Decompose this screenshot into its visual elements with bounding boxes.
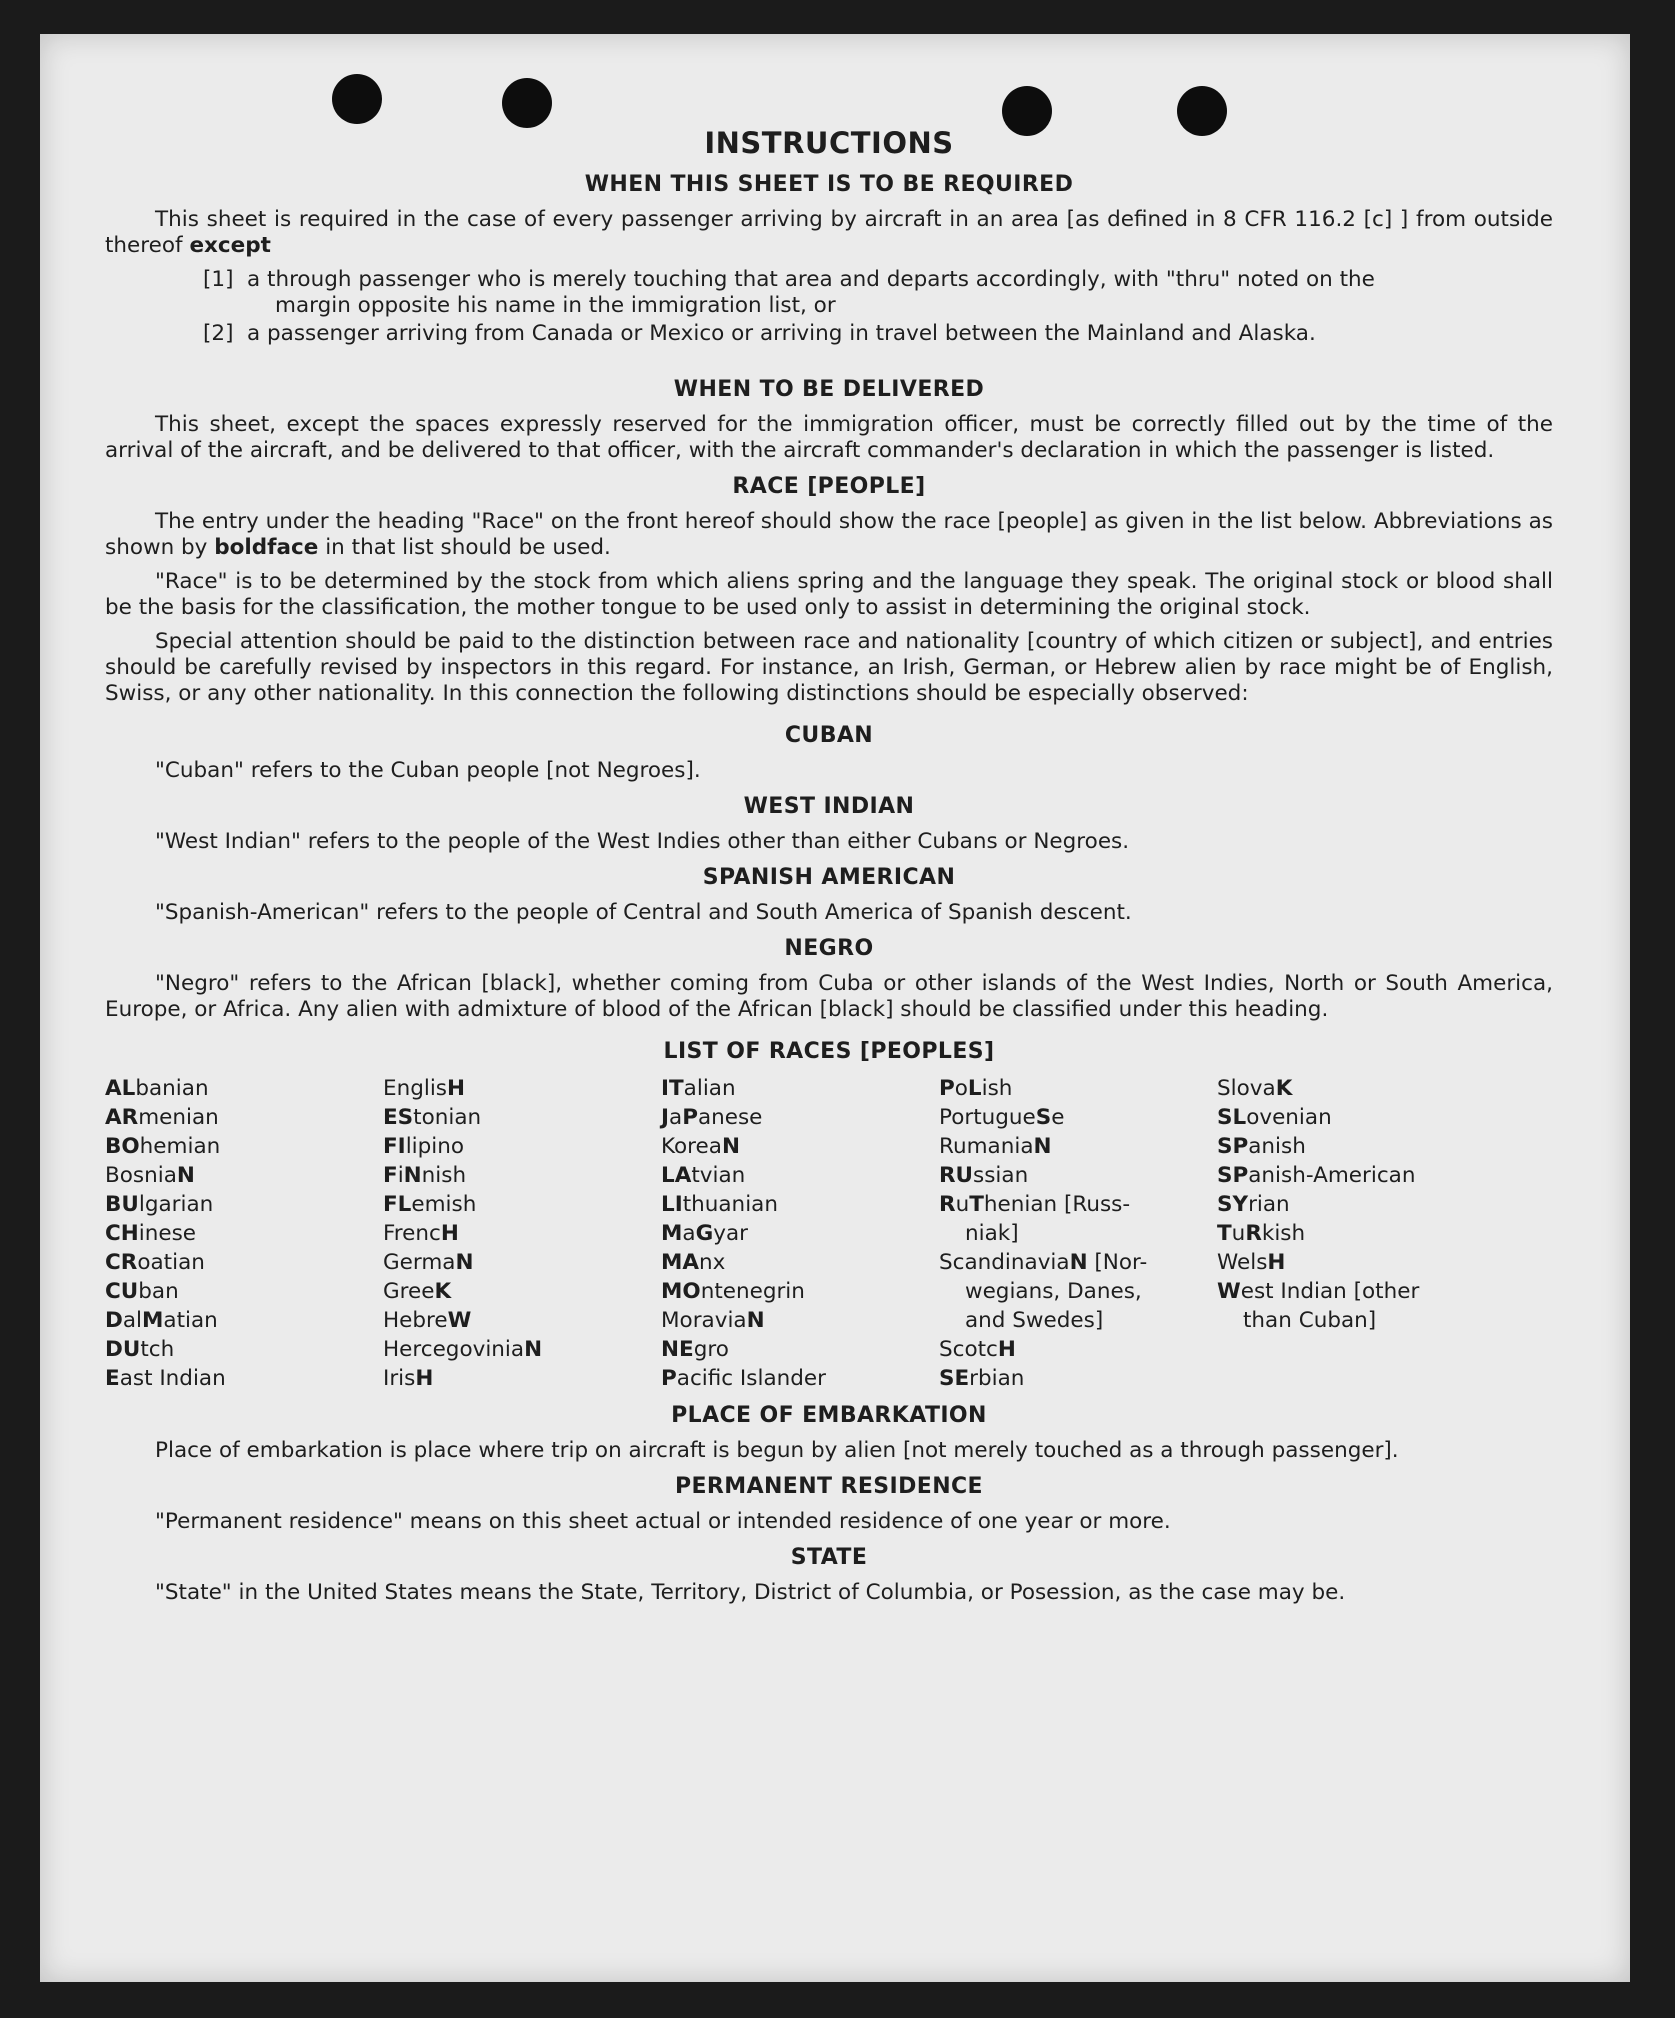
race-entry: GermaN xyxy=(383,1250,474,1275)
race-entry: GreeK xyxy=(383,1279,452,1304)
race-entry: FIlipino xyxy=(383,1134,465,1159)
race-entry: JaPanese xyxy=(661,1105,763,1130)
state-text: "State" in the United States means the State, Territory, District of Columbia, or Posession, as the case may be. xyxy=(155,1580,1346,1605)
race-entry: ScandinaviaN [Nor- wegians, Danes, and Swedes] xyxy=(939,1250,1148,1333)
race-entry: NEgro xyxy=(661,1337,729,1362)
punch-hole xyxy=(502,78,552,128)
race-entry: SPanish-American xyxy=(1217,1163,1416,1188)
race-entry: SErbian xyxy=(939,1366,1025,1391)
race-entry: East Indian xyxy=(105,1366,226,1391)
required-intro: This sheet is required in the case of every passenger arriving by aircraft in an area [as defined in 8 CFR 116.2 [c] ] from outside thereof except xyxy=(105,207,1553,258)
cuban-text: "Cuban" refers to the Cuban people [not Negroes]. xyxy=(155,758,701,783)
race-entry: CHinese xyxy=(105,1221,197,1246)
page-title: INSTRUCTIONS xyxy=(704,126,954,160)
race-entry: SPanish xyxy=(1217,1134,1306,1159)
race-entry: TuRkish xyxy=(1217,1221,1306,1246)
race-entry: FiNnish xyxy=(383,1163,467,1188)
section-heading-state: STATE xyxy=(790,1545,868,1570)
race-entry: MaGyar xyxy=(661,1221,748,1246)
embarkation-text: Place of embarkation is place where trip on aircraft is begun by alien [not merely touched as a through passenger]. xyxy=(155,1438,1399,1463)
race-entry: FrencH xyxy=(383,1221,459,1246)
race-entry: LIthuanian xyxy=(661,1192,778,1217)
section-heading-required: WHEN THIS SHEET IS TO BE REQUIRED xyxy=(584,172,1074,197)
section-heading-delivered: WHEN TO BE DELIVERED xyxy=(673,377,985,402)
exception-item-1: [1] a through passenger who is merely touching that area and departs accordingly, with "thru" noted on the margin opposite his name in the immigration list, or xyxy=(203,267,1375,318)
race-entry: KoreaN xyxy=(661,1134,740,1159)
race-entry: MOntenegrin xyxy=(661,1279,805,1304)
races-column xyxy=(661,1074,939,1393)
race-entry: RumaniaN xyxy=(939,1134,1052,1159)
section-heading-races-list: LIST OF RACES [PEOPLES] xyxy=(663,1039,995,1064)
race-entry: HercegoviniaN xyxy=(383,1337,543,1362)
race-paragraph-1: The entry under the heading "Race" on the front hereof should show the race [people] as given in the list below. Abbreviations as shown by boldface in that list should be used. xyxy=(105,509,1553,560)
race-entry: CRoatian xyxy=(105,1250,205,1275)
race-entry: ScotcH xyxy=(939,1337,1016,1362)
race-entry: West Indian [other than Cuban] xyxy=(1217,1279,1420,1333)
instructions-content xyxy=(105,126,1553,1614)
race-entry: Pacific Islander xyxy=(661,1366,826,1391)
section-heading-race: RACE [PEOPLE] xyxy=(732,474,926,499)
race-entry: BosniaN xyxy=(105,1163,195,1188)
race-entry: EnglisH xyxy=(383,1076,466,1101)
race-entry: LAtvian xyxy=(661,1163,746,1188)
section-heading-west-indian: WEST INDIAN xyxy=(743,794,915,819)
negro-text: "Negro" refers to the African [black], whether coming from Cuba or other islands of the West Indies, North or South America, Europe, or Africa. Any alien with admixture of blood of the African [black] should be classified under this heading. xyxy=(105,971,1553,1022)
delivered-text: This sheet, except the spaces expressly reserved for the immigration officer, must be correctly filled out by the time of the arrival of the aircraft, and be delivered to that officer, with the aircraft commander's declaration in which the passenger is listed. xyxy=(105,412,1553,463)
races-column xyxy=(1217,1074,1495,1393)
race-entry: DalMatian xyxy=(105,1308,218,1333)
race-entry: ITalian xyxy=(661,1076,736,1101)
race-entry: SlovaK xyxy=(1217,1076,1293,1101)
races-list xyxy=(105,1074,1553,1393)
race-entry: SLovenian xyxy=(1217,1105,1332,1130)
section-heading-negro: NEGRO xyxy=(784,936,874,961)
race-entry: BUlgarian xyxy=(105,1192,214,1217)
race-entry: DUtch xyxy=(105,1337,175,1362)
race-entry: EStonian xyxy=(383,1105,482,1130)
exception-item-2: [2] a passenger arriving from Canada or Mexico or arriving in travel between the Mainland and Alaska. xyxy=(203,321,1316,346)
race-entry: MoraviaN xyxy=(661,1308,765,1333)
section-heading-residence: PERMANENT RESIDENCE xyxy=(674,1474,983,1499)
races-column xyxy=(939,1074,1217,1393)
races-column xyxy=(383,1074,661,1393)
race-entry: RUssian xyxy=(939,1163,1029,1188)
race-entry: HebreW xyxy=(383,1308,472,1333)
race-entry: IrisH xyxy=(383,1366,434,1391)
race-paragraph-2: "Race" is to be determined by the stock from which aliens spring and the language they speak. The original stock or blood shall be the basis for the classification, the mother tongue to be used only to assist in determining the original stock. xyxy=(105,569,1553,620)
residence-text: "Permanent residence" means on this sheet actual or intended residence of one year or more. xyxy=(155,1509,1171,1534)
west-indian-text: "West Indian" refers to the people of the West Indies other than either Cubans or Negroes. xyxy=(155,829,1130,854)
except-word: except xyxy=(189,233,271,258)
race-entry: BOhemian xyxy=(105,1134,221,1159)
section-heading-embarkation: PLACE OF EMBARKATION xyxy=(671,1403,987,1428)
races-column xyxy=(105,1074,383,1393)
race-entry: ALbanian xyxy=(105,1076,209,1101)
race-entry: MAnx xyxy=(661,1250,726,1275)
race-entry: FLemish xyxy=(383,1192,477,1217)
race-entry: WelsH xyxy=(1217,1250,1286,1275)
spanish-american-text: "Spanish-American" refers to the people of Central and South America of Spanish descent. xyxy=(155,900,1132,925)
race-paragraph-3: Special attention should be paid to the distinction between race and nationality [country of which citizen or subject], and entries should be carefully revised by inspectors in this regard. For instance, an Irish, German, or Hebrew alien by race might be of English, Swiss, or any other nationality. In this connection the following distinctions should be especially observed: xyxy=(105,629,1553,706)
race-entry: ARmenian xyxy=(105,1105,219,1130)
race-entry: SYrian xyxy=(1217,1192,1290,1217)
section-heading-cuban: CUBAN xyxy=(784,723,874,748)
race-entry: PoLish xyxy=(939,1076,1013,1101)
race-entry: RuThenian [Russ- niak] xyxy=(939,1192,1131,1246)
punch-hole xyxy=(332,74,382,124)
race-entry: CUban xyxy=(105,1279,179,1304)
race-entry: PortugueSe xyxy=(939,1105,1065,1130)
section-heading-spanish-american: SPANISH AMERICAN xyxy=(702,865,956,890)
